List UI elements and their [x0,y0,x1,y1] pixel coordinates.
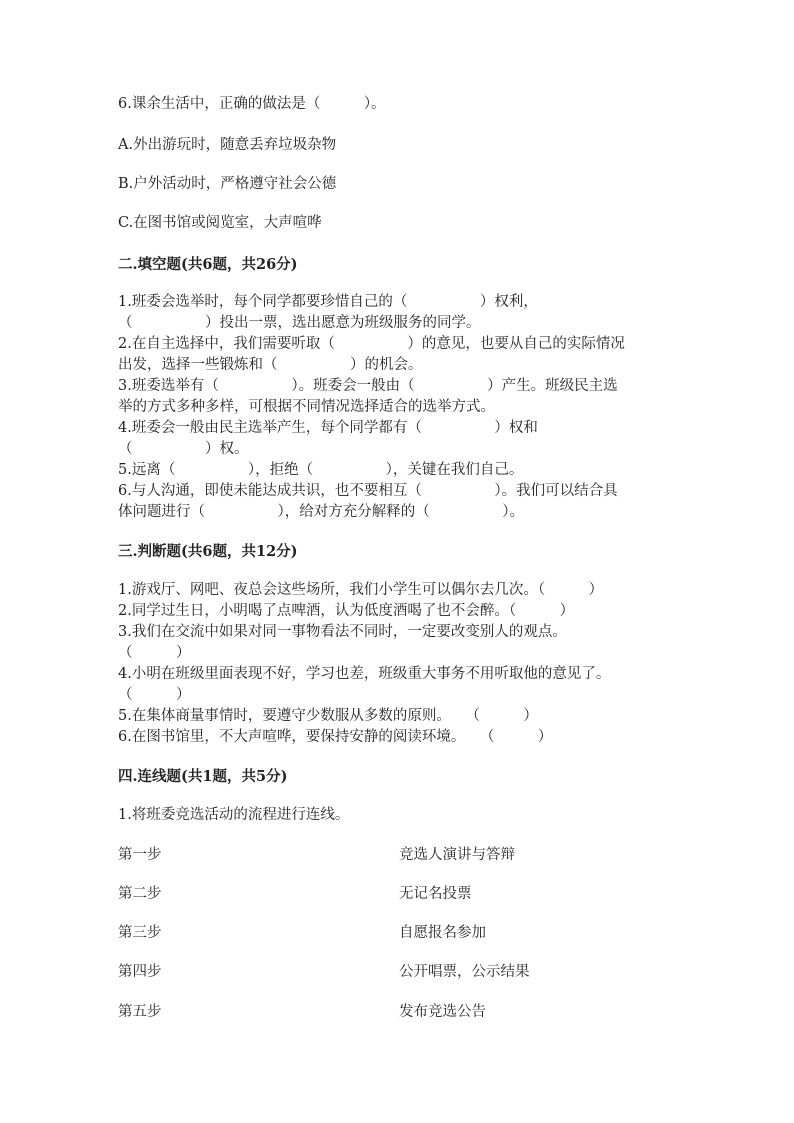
match-left-item: 第五步 [118,1004,162,1020]
judge-line: （ ） [118,645,191,661]
match-left-item: 第一步 [118,847,162,863]
match-right-item: 发布竞选公告 [399,1004,486,1020]
match-stem: 1.将班委竞选活动的流程进行连线。 [118,807,350,823]
judge-line: 2.同学过生日，小明喝了点啤酒，认为低度酒喝了也不会醉。（ ） [118,603,575,619]
judge-line: 6.在图书馆里，不大声喧哗，要保持安静的阅读环境。 （ ） [118,729,553,745]
match-left-item: 第二步 [118,886,162,902]
match-right-item: 无记名投票 [399,886,472,902]
match-right-item: 公开唱票，公示结果 [399,964,530,980]
fill-line: 5.远离（ ），拒绝（ ），关键在我们自己。 [118,462,524,478]
judge-section-title: 三.判断题(共6题，共12分) [118,543,298,560]
fill-line: 4.班委会一般由民主选举产生，每个同学都有（ ）权和 [118,420,538,436]
judge-line: 3.我们在交流中如果对同一事物看法不同时，一定要改变别人的观点。 [118,624,567,640]
judge-line: 5.在集体商量事情时，要遵守少数服从多数的原则。 （ ） [118,708,538,724]
fill-line: （ ）投出一票，选出愿意为班级服务的同学。 [118,315,481,331]
fill-line: 1.班委会选举时，每个同学都要珍惜自己的（ ）权利， [118,294,538,310]
fill-line: 体问题进行（ ），给对方充分解释的（ ）。 [118,504,524,520]
match-left-item: 第四步 [118,964,162,980]
fill-line: 3.班委选举有（ ）。班委会一般由（ ）产生。班级民主选 [118,378,618,394]
question-6-option-b: B.户外活动时，严格遵守社会公德 [118,176,337,192]
fill-line: （ ）权。 [118,441,249,457]
match-right-item: 竞选人演讲与答辩 [399,847,515,863]
judge-line: 4.小明在班级里面表现不好，学习也差，班级重大事务不用听取他的意见了。 [118,666,611,682]
fill-line: 出发，选择一些锻炼和（ ）的机会。 [118,357,423,373]
match-right-item: 自愿报名参加 [399,925,486,941]
fill-section-title: 二.填空题(共6题，共26分) [118,256,298,273]
judge-line: 1.游戏厅、网吧、夜总会这些场所，我们小学生可以偶尔去几次。（ ） [118,582,604,598]
question-6-option-c: C.在图书馆或阅览室，大声喧哗 [118,215,322,231]
judge-line: （ ） [118,687,191,703]
question-6-option-a: A.外出游玩时，随意丢弃垃圾杂物 [118,137,337,153]
fill-line: 6.与人沟通，即使未能达成共识，也不要相互（ ）。我们可以结合具 [118,483,618,499]
fill-line: 举的方式多种多样，可根据不同情况选择适合的选举方式。 [118,399,495,415]
question-6-stem: 6.课余生活中，正确的做法是（ ）。 [118,96,386,112]
fill-line: 2.在自主选择中，我们需要听取（ ）的意见，也要从自己的实际情况 [118,336,625,352]
match-section-title: 四.连线题(共1题，共5分) [118,768,288,785]
match-left-item: 第三步 [118,925,162,941]
